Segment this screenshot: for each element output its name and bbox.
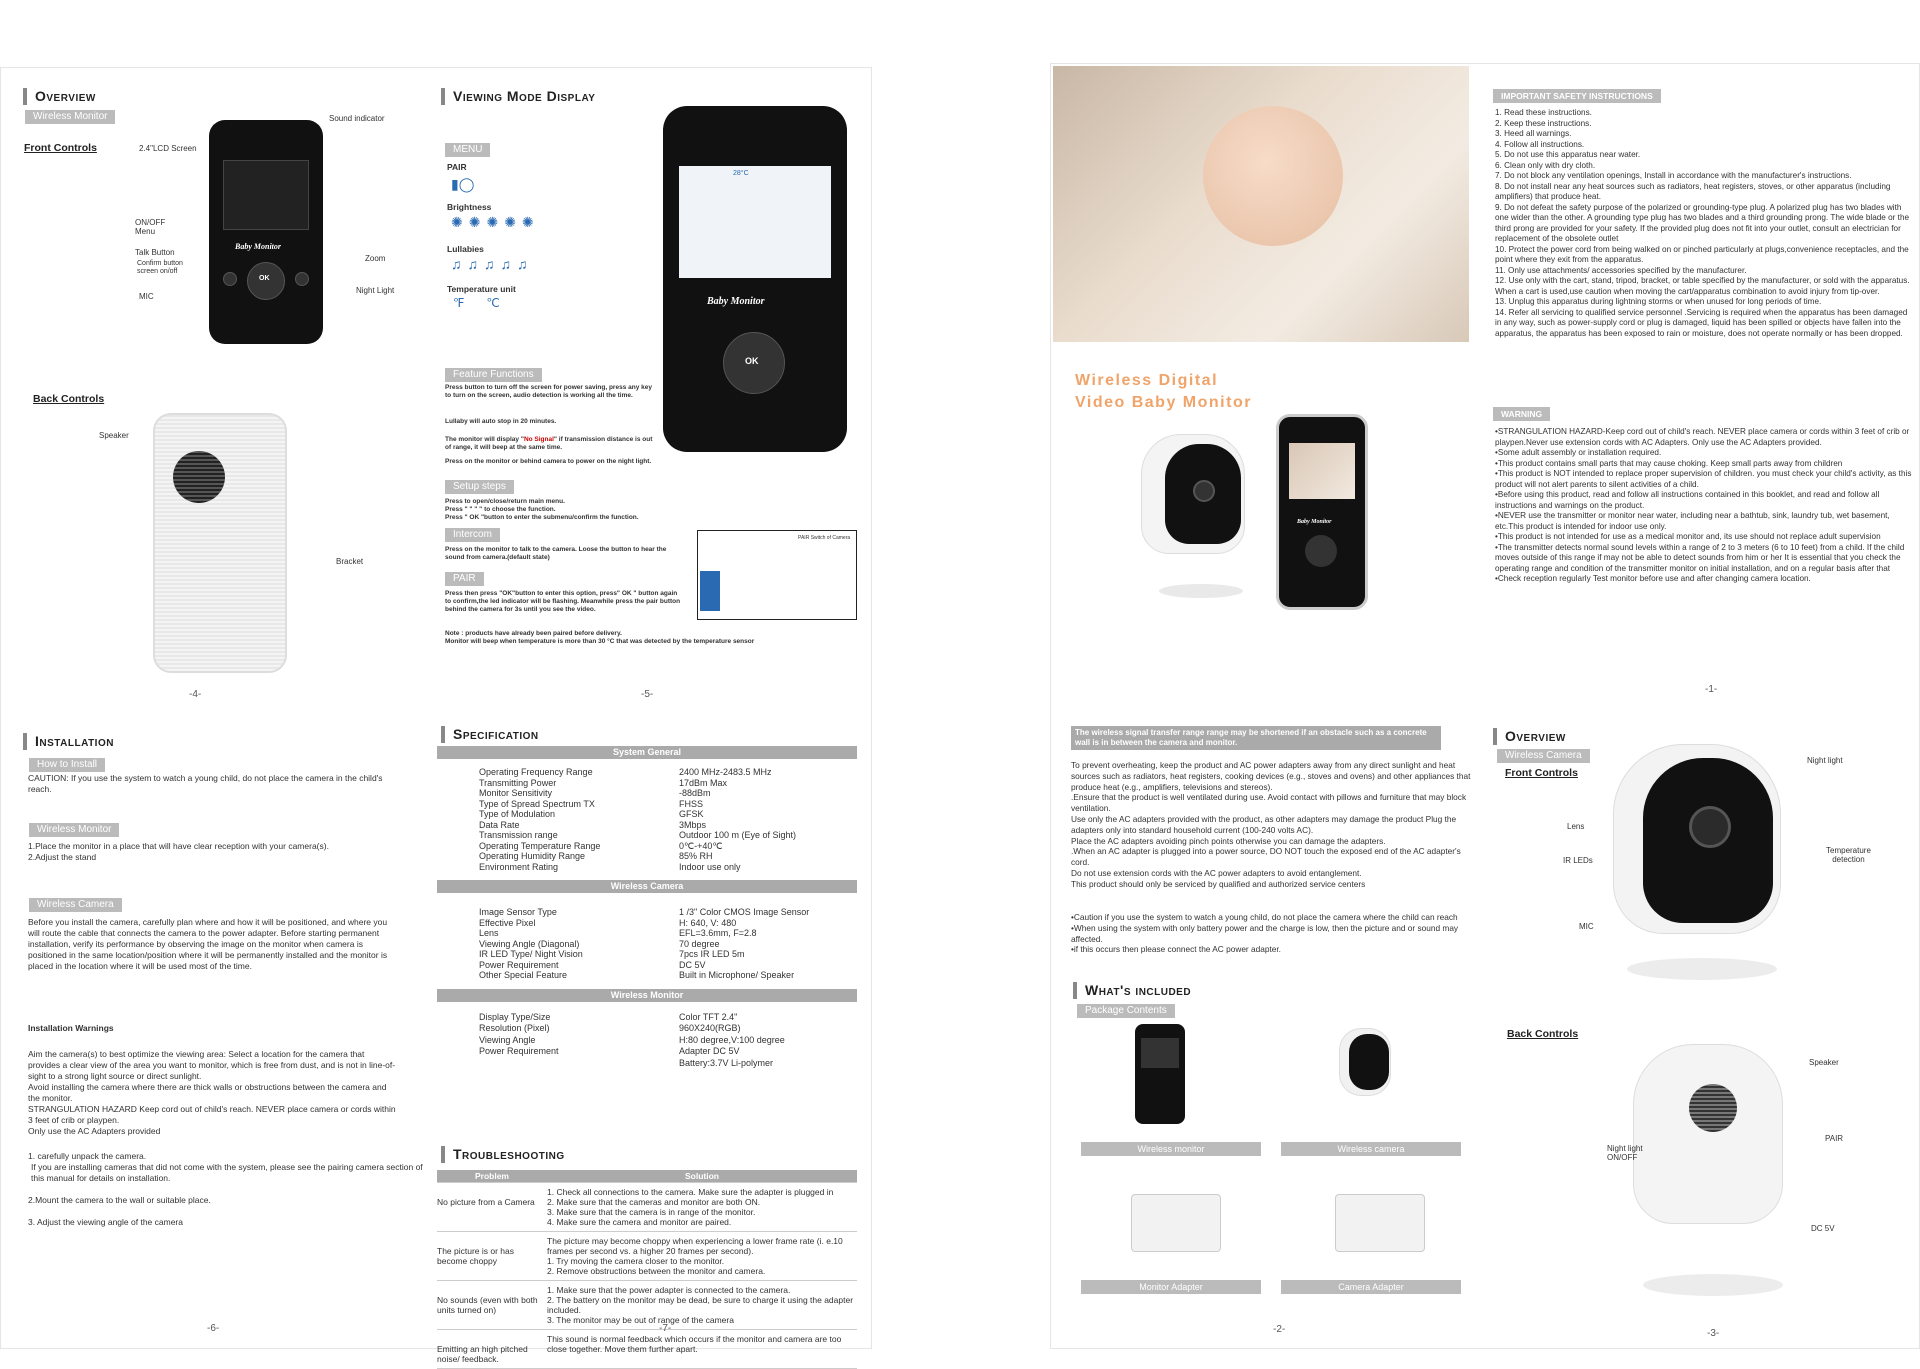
monitor-spec <box>437 1002 857 1078</box>
spec-value: H: 640, V: 480 <box>679 917 737 928</box>
page-number: -1- <box>1705 684 1718 695</box>
night-light-label: Night Light <box>356 286 395 295</box>
paragraph: .Ensure that the product is well ventilated during use. Avoid contact with pillows and furniture that may block ventilation. <box>1071 792 1467 814</box>
baby-face <box>1203 106 1343 246</box>
list-item: 14. Refer all servicing to qualified service personnel .Servicing is required when the apparatus has been damaged in any way, such as power-supply cord or plug is damaged, liquid has been spilled or objects have fallen into the apparatus, the apparatus has been exposed to rain or moisture, does not operate normally or has been dropped. <box>1495 307 1908 338</box>
warning-2: Avoid installing the camera where there are thick walls or obstructions between the camera and the monitor. <box>28 1082 387 1103</box>
list-item: 8. Do not install near any heat sources such as radiators, heat registers, stoves, or other apparatus (including amplifiers) that produce heat. <box>1495 181 1891 201</box>
overheating-text <box>1071 760 1471 890</box>
safety-list <box>1495 108 1913 339</box>
back-controls-heading: Back Controls <box>33 393 105 405</box>
paragraph: This product should only be serviced by qualified and authorized service centers <box>1071 878 1366 889</box>
spec-label: Operating Humidity Range <box>479 851 586 861</box>
right-sheet <box>1050 63 1920 1349</box>
lcd-label: 2.4"LCD Screen <box>139 144 197 153</box>
menu-tag: MENU <box>445 143 490 157</box>
temperature-detection-label: Temperature detection <box>1826 846 1871 864</box>
feature-3: The monitor will display "No Signal" if transmission distance is out of range, it will beep at the same time. <box>445 436 653 451</box>
spec-label: Type of Modulation <box>479 809 556 819</box>
monitor-product-image <box>1276 414 1368 610</box>
list-item: 10. Protect the power cord from being walked on or pinched particularly at plugs,convenience receptacles, and the point where they exit from the apparatus. <box>1495 244 1909 264</box>
spec-label: Transmitting Power <box>479 777 557 788</box>
spec-value: DC 5V <box>679 959 706 970</box>
problem-cell: No sounds (even with both units turned on) <box>437 1295 538 1315</box>
problem-cell: Emitting an high pitched noise/ feedback. <box>437 1344 528 1364</box>
caption-wireless-camera: Wireless camera <box>1281 1142 1461 1156</box>
talk-label: Talk Button <box>135 248 175 257</box>
included-monitor-screen <box>1141 1038 1179 1068</box>
list-item: 1. Read these instructions. <box>1495 108 1592 117</box>
intercom-tag: Intercom <box>445 528 500 542</box>
ok-button: OK <box>745 356 759 366</box>
mic-label: MIC <box>1579 922 1594 931</box>
headline <box>1075 370 1252 414</box>
list-item: •Before using this product, read and follow all instructions contained in this booklet, and read and follow all instructions and warnings on the product. <box>1495 490 1880 510</box>
system-general-bar: System General <box>437 746 857 759</box>
bracket-label: Bracket <box>336 557 364 566</box>
list-item: 4. Follow all instructions. <box>1495 139 1585 149</box>
spec-value: 2400 MHz-2483.5 MHz <box>679 767 772 777</box>
step-1: 1. carefully unpack the camera. <box>28 1151 147 1161</box>
pair-switch-label: PAIR Switch of Camera <box>798 535 851 541</box>
list-item: 5. Do not use this apparatus near water. <box>1495 150 1641 159</box>
monitor-step-2: 2.Adjust the stand <box>28 852 97 862</box>
intercom-text: Press on the monitor to talk to the camera. Loose the button to hear the sound from camera.(default state) <box>445 546 667 561</box>
brightness-icons: ✺✺✺✺✺ <box>451 214 540 230</box>
feature-functions-tag: Feature Functions <box>445 368 542 382</box>
spec-value: 0℃-+40℃ <box>679 840 723 851</box>
pair-icon: ▮◯ <box>451 176 475 192</box>
setup-2: Press " " " " to choose the function. <box>445 506 556 513</box>
spec-value: 1 /3" Color CMOS Image Sensor <box>679 907 810 917</box>
included-camera-image <box>1339 1028 1391 1122</box>
troubleshooting-table <box>437 1170 857 1369</box>
monitor-screen <box>1289 443 1355 499</box>
table-row <box>437 1330 857 1369</box>
setup-steps-tag: Setup steps <box>445 480 514 494</box>
spec-value: 70 degree <box>679 938 720 949</box>
page-6 <box>23 733 433 1333</box>
sound-indicator-label: Sound indicator <box>329 114 385 123</box>
spec-label: Effective Pixel <box>479 917 536 928</box>
warning-4: Only use the AC Adapters provided <box>28 1126 161 1136</box>
included-monitor-image <box>1135 1024 1185 1124</box>
warning-3: STRANGULATION HAZARD Keep cord out of child's reach. NEVER place camera or cords within 3 feet of crib or playpen. <box>28 1104 396 1125</box>
caution-bullets <box>1071 912 1471 955</box>
list-item: 6. Clean only with dry cloth. <box>1495 160 1596 170</box>
setup-1: Press to open/close/return main menu. <box>445 498 565 505</box>
page-7 <box>437 726 857 1364</box>
pair-label: PAIR <box>447 162 467 172</box>
back-controls-heading: Back Controls <box>1507 1028 1579 1040</box>
how-to-install-tag: How to Install <box>29 758 105 772</box>
step-2: 2.Mount the camera to the wall or suitable place. <box>28 1195 211 1205</box>
page-number: -2- <box>1273 1324 1286 1335</box>
spec-label: Resolution (Pixel) <box>479 1023 550 1033</box>
lens-label: Lens <box>1567 822 1585 831</box>
page-title: Viewing Mode Display <box>441 88 595 105</box>
page-title: Overview <box>1493 728 1566 745</box>
table-header: Problem Solution <box>437 1170 857 1183</box>
baby-photo <box>1053 66 1469 342</box>
paragraph: .When an AC adapter is plugged into a power source, DO NOT touch the exposed end of the AC adapter's cord. <box>1071 846 1461 868</box>
page-number: -3- <box>1707 1328 1720 1339</box>
section-tag: Wireless Monitor <box>25 110 115 124</box>
note-2: Monitor will beep when temperature is more than 30 °C that was detected by the temperature sensor <box>445 638 755 645</box>
range-banner: The wireless signal transfer range range may be shortened if an obstacle such as a concrete wall is in between the camera and monitor. <box>1071 726 1441 750</box>
camera-product-image <box>1141 434 1245 614</box>
feature-1: Press button to turn off the screen for power saving, press any key to turn on the screen, audio detection is working all the time. <box>445 384 652 399</box>
monitor-front-image <box>209 120 323 344</box>
section-tag: Wireless Camera <box>1497 749 1590 763</box>
spec-value: 85% RH <box>679 851 713 861</box>
spec-value: GFSK <box>679 809 704 819</box>
table-row <box>437 1281 857 1330</box>
caption-monitor-adapter: Monitor Adapter <box>1081 1280 1261 1294</box>
caution-text: CAUTION: If you use the system to watch a young child, do not place the camera in the child's reach. <box>28 773 383 794</box>
spec-value: Battery:3.7V Li-polymer <box>679 1057 774 1068</box>
spec-value: FHSS <box>679 798 704 809</box>
list-item: •This product contains small parts that may cause choking. Keep small parts away from children <box>1495 458 1843 468</box>
wireless-monitor-bar: Wireless Monitor <box>437 989 857 1002</box>
spec-table <box>437 746 857 1077</box>
speaker-label: Speaker <box>99 431 129 440</box>
display-screen <box>679 166 831 278</box>
page-4-back <box>23 393 463 763</box>
talk-button-icon <box>223 272 237 286</box>
spec-value: 7pcs IR LED 5m <box>679 949 745 959</box>
confirm-label: Confirm button screen on/off <box>137 260 183 275</box>
pair-label: PAIR <box>1825 1134 1844 1143</box>
temperature-unit-label: Temperature unit <box>447 284 516 294</box>
spec-label: Power Requirement <box>479 959 559 970</box>
paragraph: To prevent overheating, keep the product and AC power adapters away from any direct sunlight and heat sources such as radiators, heat registers, cooking devices (e.g., stoves and ovens) and other appliances that produce heat (e.g., amplifiers, televisions and stereos). <box>1071 760 1471 792</box>
warning-1: Aim the camera(s) to best optimize the viewing area: Select a location for the camera that provides a clear view of the area you want to monitor, which is free from dust, and is not in line-of-sight to a strong light source or direct sunlight. <box>28 1049 396 1081</box>
solution-cell: This sound is normal feedback which occurs if the monitor and camera are too close together. Move them further apart. <box>547 1334 842 1354</box>
spec-label: Transmission range <box>479 830 558 840</box>
temperature-icons: ℉℃ <box>453 296 522 310</box>
paragraph: Use only the AC adapters provided with the product, as other adapters may damage the product Plug the adapters only into standard household current (100-240 volts AC). <box>1071 813 1457 835</box>
system-spec <box>437 759 857 880</box>
warning-list <box>1495 427 1913 585</box>
monitor-display-image <box>663 106 847 452</box>
wireless-camera-tag: Wireless Camera <box>29 898 122 912</box>
page-4 <box>23 88 463 428</box>
spec-value: H:80 degree,V:100 degree <box>679 1034 785 1045</box>
spec-label: Power Requirement <box>479 1046 559 1056</box>
list-item: •This product is NOT intended to replace proper supervision of children. you must check your child's activity, as this product will not alert parents to silent activities of a child. <box>1495 469 1912 489</box>
table-row <box>437 1232 857 1281</box>
list-item: •Caution if you use the system to watch a young child, do not place the camera where the child can reach <box>1071 912 1458 922</box>
spec-value: Built in Microphone/ Speaker <box>679 970 795 980</box>
onoff-label: ON/OFF Menu <box>135 218 166 236</box>
speaker-grille <box>173 451 225 503</box>
list-item: 9. Do not defeat the safety purpose of the polarized or grounding-type plug. A polarized plug has two blades with one wider than the other. A grounding type plug has two blades and a third grounding prong. The wide blade or the third prong are provided for your safety. If the provided plug does not fit into your outlet, consult an electrician for replacement of the obsolete outlet <box>1495 202 1910 243</box>
spec-value: Color TFT 2.4" <box>679 1011 738 1022</box>
front-controls-heading: Front Controls <box>24 142 97 154</box>
list-item: •if this occurs then please connect the AC power adapter. <box>1071 944 1281 955</box>
list-item: 12. Use only with the cart, stand, tripod, bracket, or table specified by the manufacturer, or sold with the apparatus. When a cart is used,use caution when moving the cart/apparatus combination to avoid injury from tip-over. <box>1495 276 1910 296</box>
night-light-label: Night light <box>1807 756 1843 765</box>
ok-button: OK <box>259 275 270 282</box>
note-1: Note : products have already been paired before delivery. <box>445 630 622 637</box>
solution-cell: 1. Check all connections to the camera. Make sure the adapter is plugged in 2. Make sure that the cameras and monitor are both ON. 3. Make sure that the camera is in range of the monitor. 4. Make sure the camera and monitor are paired. <box>547 1187 834 1227</box>
monitor-step-1: 1.Place the monitor in a place that will have clear reception with your camera(s). <box>28 841 329 851</box>
brightness-label: Brightness <box>447 202 492 212</box>
mini-monitor <box>700 571 720 611</box>
list-item: •STRANGULATION HAZARD-Keep cord out of child's reach. NEVER place camera or cords within 3 feet of crib or playpen.Never use extension cords with AC Adapters. Only use the AC Adapters provided. <box>1495 427 1910 447</box>
spec-value: Outdoor 100 m (Eye of Sight) <box>679 830 797 840</box>
step-1-note: If you are installing cameras that did not come with the system, please see the pairing camera section of this manual for details on installation. <box>31 1162 423 1183</box>
list-item: 7. Do not block any ventilation openings, Install in accordance with the manufacturer's instructions. <box>1495 171 1852 180</box>
spec-value: -88dBm <box>679 788 711 798</box>
spec-label: Viewing Angle <box>479 1034 536 1045</box>
lcd-screen <box>223 160 309 230</box>
page-title: Specification <box>441 726 539 743</box>
spec-value: 17dBm Max <box>679 777 728 788</box>
spec-label: Operating Temperature Range <box>479 840 601 851</box>
ir-leds-label: IR LEDs <box>1563 856 1593 865</box>
installation-warnings-heading: Installation Warnings <box>28 1023 114 1033</box>
spec-label: Viewing Angle (Diagonal) <box>479 938 580 949</box>
list-item: •This product is not intended for use as a medical monitor and, its use should not replace adult supervision <box>1495 532 1881 541</box>
night-light-switch-label: Night light ON/OFF <box>1607 1144 1643 1162</box>
camera-install-text: Before you install the camera, carefully plan where and how it will be positioned, and where you will route the cable that connects the camera to the power adapter. Before starting permanent installation, verify its performance by observing the image on the monitor when camera is positioned in the same location/position where it will be permanently installed and the monitor is placed in the location where it will be used most of the time. <box>28 917 388 971</box>
problem-cell: The picture is or has become choppy <box>437 1246 515 1266</box>
spec-label: Environment Rating <box>479 861 559 872</box>
camera-back-image <box>1633 1044 1793 1304</box>
page-number: -6- <box>207 1323 220 1334</box>
speaker-grille <box>1689 1084 1737 1132</box>
brand-label: Baby Monitor <box>235 242 282 251</box>
monitor-adapter-image <box>1131 1194 1221 1252</box>
warning-heading: WARNING <box>1493 407 1550 421</box>
spec-label: Monitor Sensitivity <box>479 788 553 798</box>
zoom-button-icon <box>295 272 309 286</box>
pair-tag: PAIR <box>445 572 484 586</box>
spec-label: Operating Frequency Range <box>479 767 593 777</box>
problem-cell: No picture from a Camera <box>437 1197 535 1207</box>
pair-text: Press then press "OK"button to enter this option, press" OK " button again to confirm,the led indicator will be flashing. Meanwhile press the pair button behind the camera for 3s until you see the video. <box>445 590 681 613</box>
spec-value: EFL=3.6mm, F=2.8 <box>679 928 757 938</box>
list-item: 3. Heed all warnings. <box>1495 129 1572 138</box>
page-number: -7- <box>659 1323 672 1334</box>
spec-label: Other Special Feature <box>479 970 568 980</box>
lullaby-icons: ♫♫♫♫♫ <box>451 256 534 272</box>
page-number: -5- <box>641 689 654 700</box>
list-item: 13. Unplug this apparatus during lightning storms or when unused for long periods of time. <box>1495 297 1822 306</box>
step-3: 3. Adjust the viewing angle of the camera <box>28 1217 183 1227</box>
camera-spec <box>437 893 857 989</box>
camera-adapter-image <box>1335 1194 1425 1252</box>
page-2 <box>1071 726 1471 1336</box>
spec-label: Data Rate <box>479 819 520 830</box>
list-item: •Some adult assembly or installation required. <box>1495 448 1662 457</box>
page-title: Overview <box>23 88 96 105</box>
headline-line-1: Wireless Digital <box>1075 372 1219 389</box>
list-item: •NEVER use the transmitter or monitor near water, including near a bathtub, sink, laundry tub, wet basement, etc.This product is intended for indoor use only. <box>1495 511 1890 531</box>
left-sheet <box>0 67 872 1364</box>
solution-cell: 1. Make sure that the power adapter is connected to the camera. 2. The battery on the monitor may be dead, be sure to charge it using the adapter included. 3. The monitor may be out of range of the camera <box>547 1285 854 1325</box>
spec-label: Display Type/Size <box>479 1011 551 1022</box>
mic-label: MIC <box>139 292 154 301</box>
dc-label: DC 5V <box>1811 1224 1835 1233</box>
page-title: Installation <box>23 733 114 750</box>
table-row <box>437 1183 857 1232</box>
troubleshooting-title: Troubleshooting <box>441 1146 565 1163</box>
front-controls-heading: Front Controls <box>1505 767 1578 779</box>
caption-camera-adapter: Camera Adapter <box>1281 1280 1461 1294</box>
safety-heading: IMPORTANT SAFETY INSTRUCTIONS <box>1493 89 1661 103</box>
page-number: -4- <box>189 689 202 700</box>
wireless-camera-bar: Wireless Camera <box>437 880 857 893</box>
paragraph: Place the AC adapters avoiding pinch points otherwise you can damage the adapters. <box>1071 835 1386 846</box>
whats-included-title: What's included <box>1073 982 1191 999</box>
spec-value: 960X240(RGB) <box>679 1023 741 1033</box>
list-item: 2. Keep these instructions. <box>1495 118 1592 128</box>
speaker-label: Speaker <box>1809 1058 1839 1067</box>
spec-label: Image Sensor Type <box>479 907 557 917</box>
spec-label <box>479 1058 679 1070</box>
setup-3: Press " OK "button to enter the submenu/confirm the function. <box>445 514 639 521</box>
wireless-monitor-tag: Wireless Monitor <box>29 823 119 837</box>
monitor-back-image <box>153 413 287 673</box>
solution-cell: The picture may become choppy when experiencing a lower frame rate (i. e.10 frames per second vs. a higher 20 frames per second). 1. Try moving the camera closer to the monitor. 2. Remove obstructions between the monitor and camera. <box>547 1236 843 1276</box>
paragraph: Do not use extension cords with the AC power adapters to avoid entanglement. <box>1071 867 1362 878</box>
package-contents-tag: Package Contents <box>1077 1004 1175 1018</box>
brand-label: Baby Monitor <box>707 296 765 307</box>
list-item: •When using the system with only battery power and the charge is low, then the picture and or sound may affected. <box>1071 922 1459 944</box>
spec-value: Adapter DC 5V <box>679 1046 740 1056</box>
page-3 <box>1493 724 1913 1344</box>
spec-label: IR LED Type/ Night Vision <box>479 949 583 959</box>
spec-label: Lens <box>479 928 499 938</box>
list-item: 11. Only use attachments/ accessories specified by the manufacturer. <box>1495 265 1747 275</box>
lullabies-label: Lullabies <box>447 244 484 254</box>
page-5 <box>441 88 861 698</box>
feature-2: Lullaby will auto stop in 20 minutes. <box>445 418 557 425</box>
spec-label: Type of Spread Spectrum TX <box>479 798 595 809</box>
headline-line-2: Video Baby Monitor <box>1075 394 1252 411</box>
temperature-value: 28°C <box>733 170 749 177</box>
camera-front-image <box>1613 744 1793 984</box>
caption-wireless-monitor: Wireless monitor <box>1081 1142 1261 1156</box>
feature-4: Press on the monitor or behind camera to power on the night light. <box>445 458 652 465</box>
list-item: •Check reception regularly Test monitor before use and after changing camera location. <box>1495 574 1811 583</box>
pair-diagram <box>697 530 857 620</box>
zoom-label: Zoom <box>365 254 386 263</box>
spec-value: Indoor use only <box>679 861 741 872</box>
list-item: •The transmitter detects normal sound levels within a range of 2 to 3 meters (6 to 10 feet) from a child. If the child moves outside of this range if may not be able to detect sounds from him or her It is essential that you check the operating range and condition of the transmitter monitor on initial installation, and on a regular basis after that <box>1495 542 1905 573</box>
brand-label: Baby Monitor <box>1297 519 1332 525</box>
spec-value: 3Mbps <box>679 819 707 830</box>
